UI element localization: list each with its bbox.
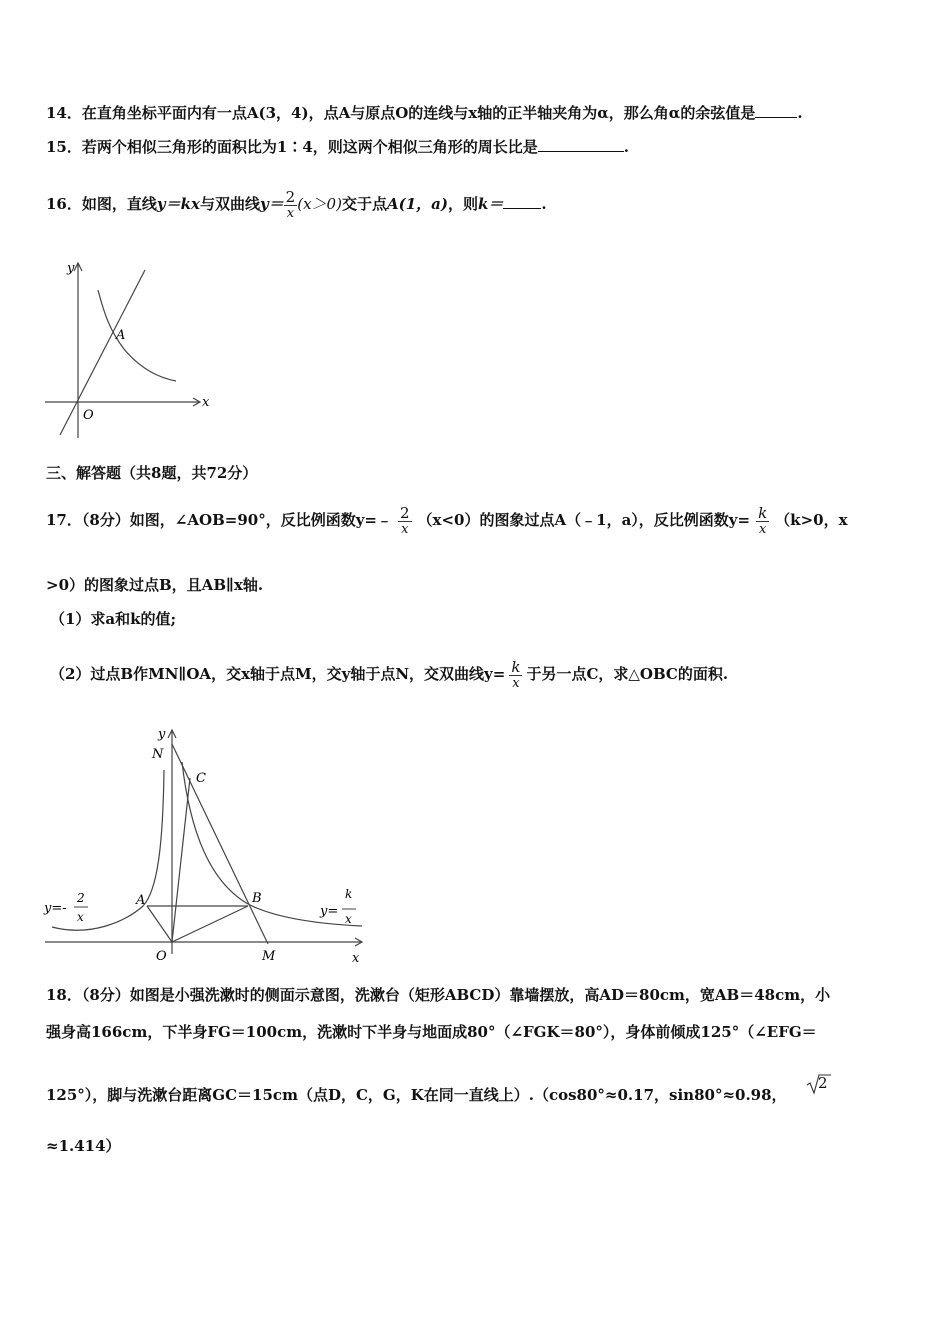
fraction-numerator: 2 [285, 187, 296, 206]
fig16-line [60, 270, 145, 435]
question-17-fraction-2 [756, 505, 769, 538]
question-15 [46, 137, 629, 157]
answer-blank-14[interactable] [755, 103, 797, 118]
fig17-right-hyperbola [182, 762, 362, 926]
fraction-numerator: k [758, 503, 768, 522]
answer-blank-15[interactable] [538, 137, 624, 152]
question-18-line-4: ≈1.414） [46, 1137, 121, 1155]
question-17-fraction-3 [509, 659, 522, 692]
fraction-numerator: 2 [400, 503, 410, 522]
question-16-then: ，则 [447, 195, 478, 213]
question-16-y-eq: y＝ [259, 195, 284, 213]
question-17-part-1: 17．（8分）如图，∠AOB=90°，反比例函数y=﹣ [46, 511, 392, 529]
fig17-segment-ob [172, 906, 248, 942]
question-17-sub-2-b: 于另一点C，求△OBC的面积. [526, 665, 729, 683]
fig17-y-label: y [158, 727, 166, 742]
fig17-a-label: A [136, 893, 146, 908]
question-16-fraction [284, 189, 298, 222]
question-17-line-2: >0）的图象过点B，且AB∥x轴. [46, 576, 264, 594]
fig17-right-den: x [345, 912, 352, 926]
fraction-denominator: x [509, 675, 522, 692]
question-18-line-3: 125°），脚与洗漱台距离GC＝15cm（点D，C，G，K在同一直线上）.（cos80°≈0.17，sin80°≈0.98， [46, 1086, 787, 1104]
fraction-denominator: x [756, 521, 769, 538]
question-18-line-1: 18．（8分）如图是小强洗漱时的侧面示意图，洗漱台（矩形ABCD）靠墙摆放，高AD＝80cm，宽AB＝48cm，小 [46, 986, 831, 1004]
fig16-x-label: x [202, 395, 210, 410]
fig17-m-label: M [262, 949, 276, 964]
question-15-text: 15．若两个相似三角形的面积比为1∶4，则这两个相似三角形的周长比是 [46, 138, 538, 156]
figure-16 [40, 255, 220, 445]
question-17-sub-2 [50, 644, 728, 704]
question-18-line-2: 强身高166cm，下半身FG＝100cm，洗漱时下半身与地面成80°（∠FGK＝80°），身体前倾成125°（∠EFG＝ [46, 1023, 817, 1041]
fraction-numerator: k [511, 657, 521, 676]
question-17-part-2: （x<0）的图象过点A（﹣1，a），反比例函数y= [417, 511, 751, 529]
question-16-after: 交于点 [341, 195, 387, 213]
question-16-k-eq: k＝ [477, 195, 504, 213]
question-16-point: A(1，a) [386, 195, 448, 213]
fig16-hyperbola [98, 290, 176, 381]
fig17-left-eq: y=- [44, 901, 67, 916]
answer-blank-16[interactable] [503, 194, 541, 209]
fraction-denominator: x [398, 521, 412, 538]
question-15-end: . [623, 138, 629, 156]
fig17-c-label: C [196, 771, 206, 786]
fig17-segment-oa [147, 906, 172, 942]
fig17-b-label: B [252, 891, 262, 906]
question-16 [46, 180, 547, 228]
fig17-right-num: k [345, 887, 353, 901]
question-16-mid: 与双曲线 [199, 195, 260, 213]
fig17-line-mn [172, 744, 268, 944]
question-14-end: . [797, 104, 803, 122]
question-16-end: . [541, 195, 547, 213]
fig17-left-den: x [77, 910, 84, 924]
fig17-n-label: N [152, 747, 164, 762]
question-16-condition: (x＞0) [297, 195, 342, 213]
question-17-fraction-1 [398, 505, 412, 538]
question-17-line-1 [46, 490, 848, 550]
fig16-o-label: O [83, 408, 94, 423]
fig17-right-eq: y= [320, 904, 339, 919]
question-14 [46, 103, 803, 123]
fig17-x-label: x [352, 951, 360, 966]
fig17-o-label: O [156, 949, 167, 964]
fraction-denominator: x [284, 205, 298, 222]
question-17-sub-1: （1）求a和k的值; [50, 610, 177, 628]
section-3-title: 三、解答题（共8题，共72分） [46, 464, 258, 482]
question-17-sub-2-a: （2）过点B作MN∥OA，交x轴于点M，交y轴于点N，交双曲线y= [50, 665, 506, 683]
question-14-text: 14．在直角坐标平面内有一点A(3，4)，点A与原点O的连线与x轴的正半轴夹角为α，那么角α的余弦值是 [46, 104, 756, 122]
question-16-line-equation: y＝kx [156, 195, 200, 213]
fig17-segment-oc [172, 778, 190, 942]
question-17-part-3: （k>0，x [775, 511, 848, 529]
sqrt-radicand: 2 [818, 1074, 828, 1092]
fig16-y-label: y [67, 261, 75, 276]
figure-17 [40, 722, 375, 970]
fig17-left-num: 2 [77, 891, 85, 905]
fig16-a-label: A [116, 328, 126, 343]
question-16-prefix: 16．如图，直线 [46, 195, 157, 213]
